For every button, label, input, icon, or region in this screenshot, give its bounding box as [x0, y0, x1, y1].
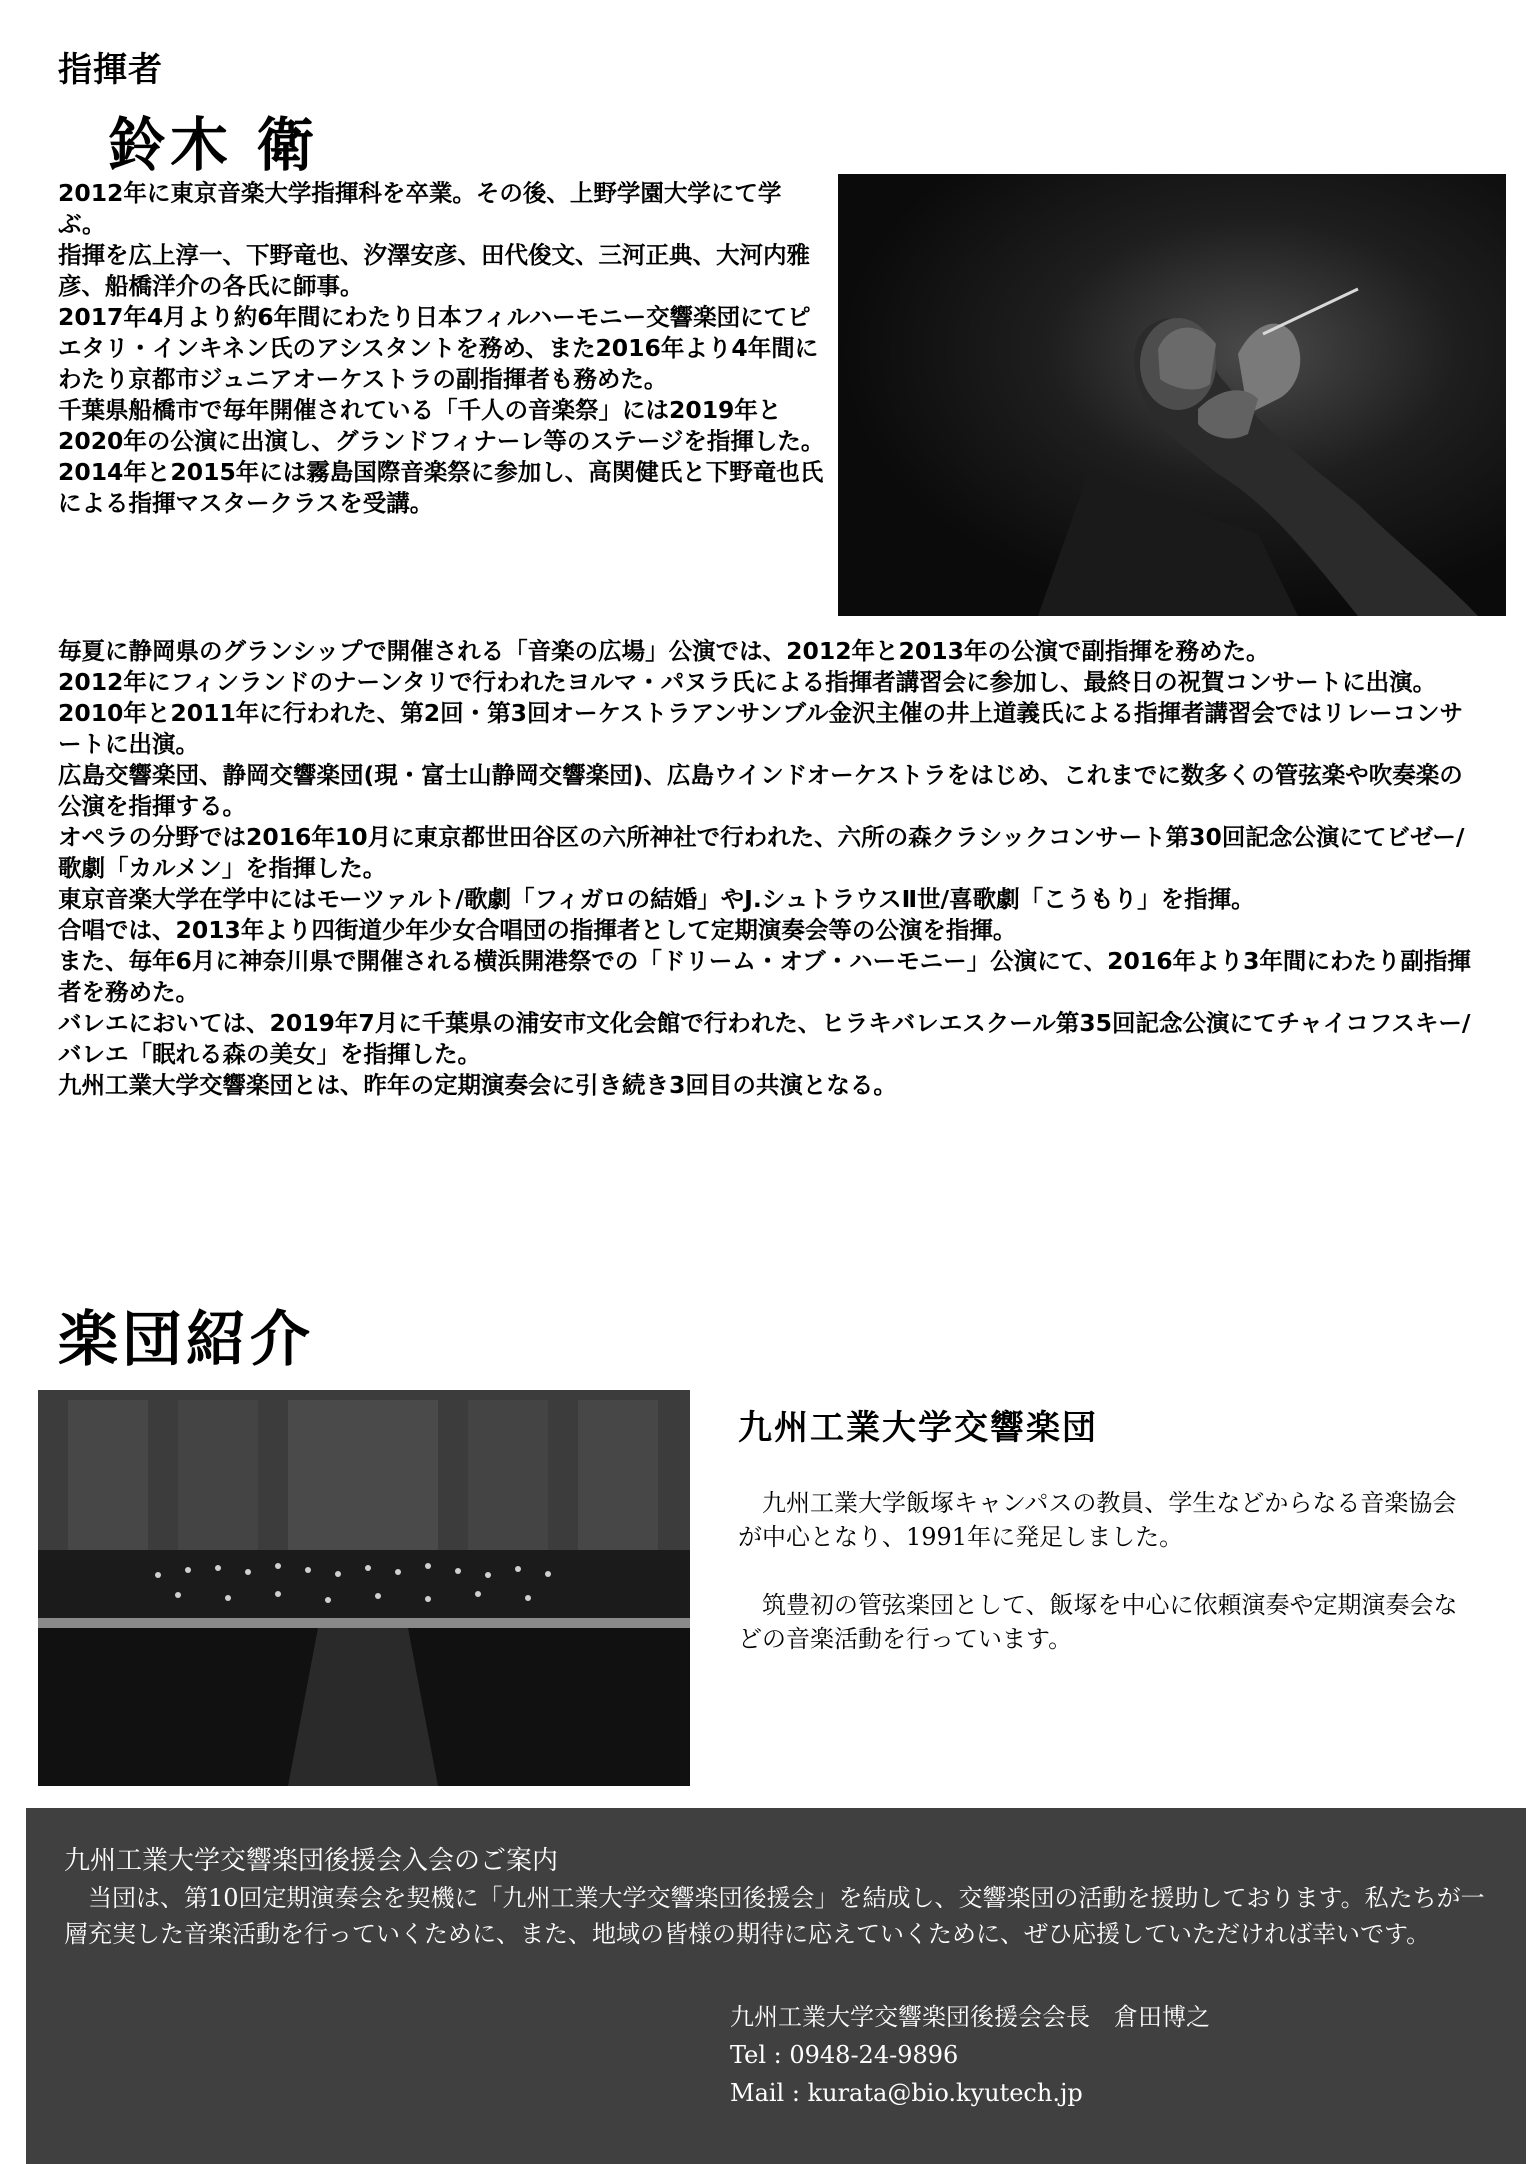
bio-paragraph: 2012年にフィンランドのナーンタリで行われたヨルマ・パヌラ氏による指揮者講習会に参加し、最終日の祝賀コンサートに出演。 [58, 668, 1437, 696]
orchestra-photo-illustration [38, 1390, 690, 1786]
bio-paragraph: バレエにおいては、2019年7月に千葉県の浦安市文化会館で行われた、ヒラキバレエスクール第35回記念公演にてチャイコフスキー/バレエ「眠れる森の美女」を指揮した。 [58, 1009, 1471, 1068]
support-contact [730, 1998, 1210, 2112]
conductor-bio-continued [58, 636, 1478, 1101]
bio-paragraph: また、毎年6月に神奈川県で開催される横浜開港祭での「ドリーム・オブ・ハーモニー」公演にて、2016年より3年間にわたり副指揮者を務めた。 [58, 947, 1471, 1006]
support-mail: Mail : kurata@bio.kyutech.jp [730, 2079, 1083, 2107]
orchestra-photo [38, 1390, 690, 1786]
orchestra-description-paragraph: 筑豊初の管弦楽団として、飯塚を中心に依頼演奏や定期演奏会などの音楽活動を行っています。 [738, 1591, 1458, 1653]
support-body: 当団は、第10回定期演奏会を契機に「九州工業大学交響楽団後援会」を結成し、交響楽団の活動を援助しております。私たちが一層充実した音楽活動を行っていくために、また、地域の皆様の期待に応えていくために、ぜひ応援していただければ幸いです。 [64, 1884, 1485, 1948]
orchestra-name: 九州工業大学交響楽団 [738, 1408, 1098, 1448]
conductor-photo [838, 174, 1506, 616]
bio-paragraph: 指揮を広上淳一、下野竜也、汐澤安彦、田代俊文、三河正典、大河内雅彦、船橋洋介の各氏に師事。 [58, 241, 810, 300]
conductor-name: 鈴木 衛 [108, 111, 319, 179]
orchestra-description-paragraph: 九州工業大学飯塚キャンパスの教員、学生などからなる音楽協会が中心となり、1991年に発足しました。 [738, 1489, 1457, 1551]
support-tel: Tel : 0948-24-9896 [730, 2041, 959, 2069]
bio-paragraph: 東京音楽大学在学中にはモーツァルト/歌劇「フィガロの結婚」やJ.シュトラウスⅡ世/喜歌劇「こうもり」を指揮。 [58, 885, 1255, 913]
bio-paragraph: 九州工業大学交響楽団とは、昨年の定期演奏会に引き続き3回目の共演となる。 [58, 1071, 897, 1099]
bio-paragraph: 2010年と2011年に行われた、第2回・第3回オーケストラアンサンブル金沢主催の井上道義氏による指揮者講習会ではリレーコンサートに出演。 [58, 699, 1464, 758]
conductor-label: 指揮者 [58, 50, 163, 90]
bio-paragraph: 2017年4月より約6年間にわたり日本フィルハーモニー交響楽団にてピエタリ・インキネン氏のアシスタントを務め、また2016年より4年間にわたり京都市ジュニアオーケストラの副指揮者も務めた。 [58, 303, 819, 393]
support-association-box [26, 1808, 1526, 2164]
support-title: 九州工業大学交響楽団後援会入会のご案内 [64, 1846, 559, 1876]
orchestra-section-title: 楽団紹介 [58, 1305, 314, 1375]
bio-paragraph: 2014年と2015年には霧島国際音楽祭に参加し、高関健氏と下野竜也氏による指揮マスタークラスを受講。 [58, 458, 824, 517]
bio-paragraph: 合唱では、2013年より四街道少年少女合唱団の指揮者として定期演奏会等の公演を指揮。 [58, 916, 1017, 944]
bio-paragraph: 2012年に東京音楽大学指揮科を卒業。その後、上野学園大学にて学ぶ。 [58, 179, 782, 238]
bio-paragraph: 毎夏に静岡県のグランシップで開催される「音楽の広場」公演では、2012年と2013年の公演で副指揮を務めた。 [58, 637, 1270, 665]
orchestra-description [738, 1486, 1478, 1690]
conductor-photo-illustration [838, 174, 1506, 616]
bio-paragraph: 広島交響楽団、静岡交響楽団(現・富士山静岡交響楽団)、広島ウインドオーケストラをはじめ、これまでに数多くの管弦楽や吹奏楽の公演を指揮する。 [58, 761, 1463, 820]
support-signature: 九州工業大学交響楽団後援会会長 倉田博之 [730, 2003, 1210, 2031]
bio-paragraph: 千葉県船橋市で毎年開催されている「千人の音楽祭」には2019年と2020年の公演に出演し、グランドフィナーレ等のステージを指揮した。 [58, 396, 825, 455]
bio-paragraph: オペラの分野では2016年10月に東京都世田谷区の六所神社で行われた、六所の森クラシックコンサート第30回記念公演にてビゼー/歌劇「カルメン」を指揮した。 [58, 823, 1465, 882]
conductor-bio-top [58, 178, 828, 519]
